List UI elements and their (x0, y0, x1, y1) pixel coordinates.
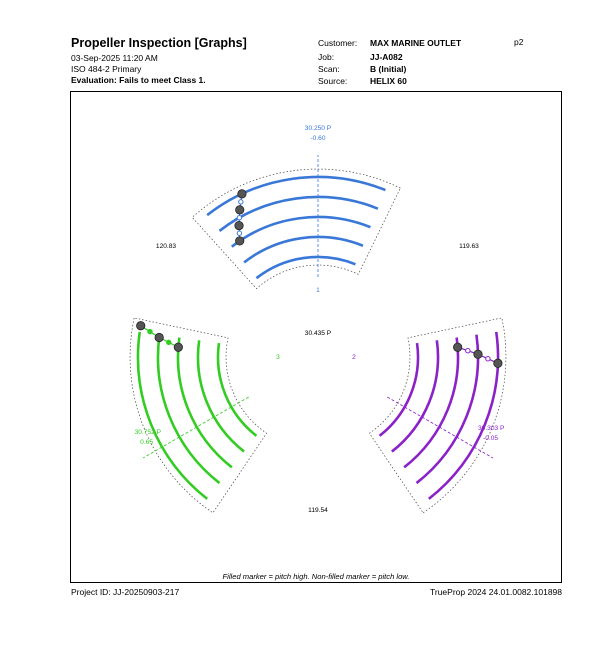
blade-1-sub-marker (237, 216, 241, 220)
project-id: Project ID: JJ-20250903-217 (71, 587, 180, 597)
spacing-1-3: 120.83 (155, 243, 177, 250)
page-number: p2 (514, 37, 524, 47)
blade-2-sub-marker (486, 357, 490, 361)
marker-legend: Filled marker = pitch high. Non-filled marker = pitch low. (222, 572, 410, 581)
blade-3-sub-marker (167, 340, 171, 344)
blade-2-arc-2 (392, 340, 438, 451)
blade-1-marker (236, 206, 244, 214)
blade-3-deviation: 0.65 (140, 439, 153, 446)
evaluation-result: Evaluation: Fails to meet Class 1. (71, 75, 206, 85)
blade-1-arc-1 (256, 257, 355, 278)
blade-2-marker (494, 359, 502, 367)
blade-3-arc-2 (198, 340, 244, 451)
scan-value: B (Initial) (370, 64, 407, 74)
blade-3-sub-marker (148, 329, 152, 333)
blade-1-arc-5 (207, 177, 385, 215)
spacing-2-3: 119.54 (308, 507, 328, 514)
job-value: JJ-A082 (370, 52, 403, 62)
blade-3-marker (137, 322, 145, 330)
spacing-1-2: 119.63 (459, 243, 479, 250)
inspection-datetime: 03-Sep-2025 11:20 AM (71, 53, 158, 63)
customer-value: MAX MARINE OUTLET (370, 38, 462, 48)
blade-2-sub-marker (466, 349, 470, 353)
blade-3-marker (155, 333, 163, 341)
graph-frame (70, 91, 562, 583)
page-title: Propeller Inspection [Graphs] (71, 36, 247, 50)
blade-3-pitch: 30.752 P (134, 429, 161, 436)
blade-1-marker (235, 221, 243, 229)
blade-3-number: 3 (276, 354, 280, 361)
source-label: Source: (318, 76, 348, 86)
blade-2-deviation: -0.05 (483, 435, 499, 442)
blade-2-marker (474, 350, 482, 358)
software-version: TrueProp 2024 24.01.0082.101898 (429, 587, 562, 597)
blade-2-number: 2 (352, 354, 356, 361)
customer-label: Customer: (318, 38, 358, 48)
blade-1-number: 1 (316, 287, 320, 294)
center-pitch: 30.435 P (304, 330, 332, 337)
blade-1-deviation: -0.60 (310, 135, 326, 142)
propeller-diagram (71, 92, 561, 582)
blade-1-pitch: 30.250 P (304, 125, 332, 132)
blade-2-arc-1 (380, 343, 418, 436)
blade-1-marker (238, 190, 246, 198)
source-value: HELIX 60 (370, 76, 407, 86)
blade-2-marker (453, 343, 461, 351)
blade-1-sub-marker (239, 200, 243, 204)
scan-label: Scan: (318, 64, 340, 74)
blade-1-marker (236, 237, 244, 245)
blade-3-arc-1 (218, 343, 256, 436)
inspection-standard: ISO 484-2 Primary (71, 64, 142, 74)
blade-1-sub-marker (237, 231, 241, 235)
job-label: Job: (318, 52, 335, 62)
blade-2-pitch: 30.303 P (478, 425, 505, 432)
blade-3-marker (174, 343, 182, 351)
